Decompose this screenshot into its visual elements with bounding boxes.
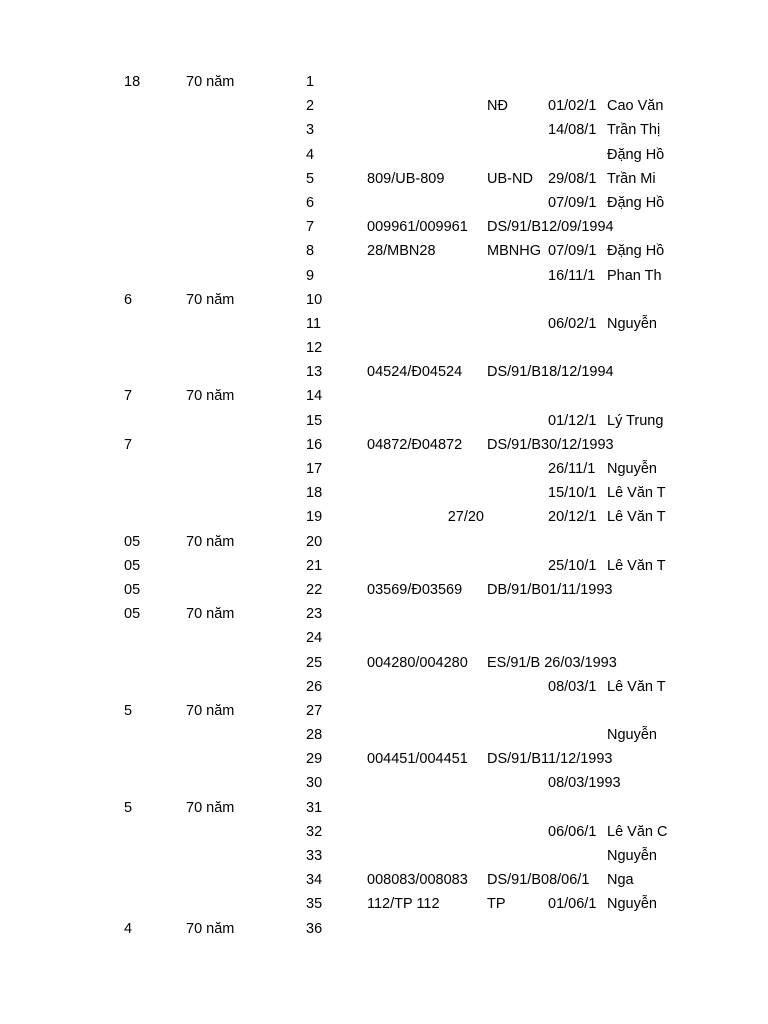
- doc-type-cell: ES/91/B 26/03/1993: [487, 654, 617, 671]
- name-cell: Nguyễn: [607, 315, 657, 332]
- row-number-cell: 6: [306, 194, 315, 211]
- table-row: [0, 796, 768, 820]
- date-cell: 16/11/1: [548, 267, 596, 284]
- doc-type-cell: NĐ: [487, 98, 508, 115]
- col-b-cell: 70 năm: [186, 606, 235, 623]
- doc-number-cell: 004451/004451: [367, 751, 468, 768]
- table-row: [0, 239, 768, 263]
- row-number-cell: 4: [306, 146, 315, 163]
- table-row: [0, 602, 768, 626]
- name-cell: Cao Văn: [607, 98, 664, 115]
- doc-number-cell: 27/20: [447, 509, 484, 526]
- doc-type-cell: UB-ND: [487, 170, 533, 187]
- row-number-cell: 8: [306, 243, 315, 260]
- row-number-cell: 34: [306, 872, 323, 889]
- doc-number-cell: 112/TP 112: [367, 896, 440, 913]
- col-b-cell: 70 năm: [186, 702, 235, 719]
- col-a-cell: 6: [124, 291, 133, 308]
- name-cell: Lê Văn C: [607, 823, 668, 840]
- table-row: [0, 360, 768, 384]
- col-a-cell: 05: [124, 533, 141, 550]
- row-number-cell: 1: [306, 74, 315, 90]
- col-a-cell: 05: [124, 581, 141, 598]
- date-cell: 01/02/1: [548, 98, 597, 115]
- table-row: [0, 626, 768, 650]
- date-cell: 06/06/1: [548, 823, 597, 840]
- table-row: [0, 384, 768, 408]
- row-number-cell: 13: [306, 364, 323, 381]
- row-number-cell: 32: [306, 823, 323, 840]
- row-number-cell: 14: [306, 388, 323, 405]
- row-number-cell: 16: [306, 436, 323, 453]
- row-number-cell: 20: [306, 533, 323, 550]
- date-cell: 07/09/1: [548, 194, 597, 211]
- row-number-cell: 27: [306, 702, 323, 719]
- table-row: [0, 94, 768, 118]
- table-row: [0, 771, 768, 795]
- row-number-cell: 23: [306, 606, 323, 623]
- date-cell: 08/03/1: [548, 678, 597, 695]
- table-row: [0, 143, 768, 167]
- name-cell: Trần Mi: [607, 170, 656, 187]
- row-number-cell: 33: [306, 848, 323, 864]
- row-number-cell: 15: [306, 412, 323, 429]
- name-cell: Nguyễn: [607, 461, 657, 477]
- doc-type-cell: DB/91/B01/11/1993: [487, 581, 613, 598]
- row-number-cell: 5: [306, 170, 315, 187]
- row-number-cell: 21: [306, 557, 323, 574]
- date-cell: 25/10/1: [548, 557, 597, 574]
- row-number-cell: 35: [306, 896, 323, 913]
- col-a-cell: 5: [124, 702, 133, 719]
- table-row: [0, 191, 768, 215]
- col-a-cell: 18: [124, 74, 141, 90]
- table-row: [0, 868, 768, 892]
- table-row: [0, 844, 768, 868]
- row-number-cell: 31: [306, 799, 323, 816]
- col-a-cell: 05: [124, 557, 141, 574]
- table-row: [0, 505, 768, 529]
- date-cell: 15/10/1: [548, 485, 597, 502]
- table-row: [0, 917, 768, 941]
- row-number-cell: 7: [306, 219, 315, 236]
- table-row: [0, 167, 768, 191]
- table-row: [0, 336, 768, 360]
- doc-number-cell: 04872/Đ04872: [367, 436, 463, 453]
- table-row: [0, 554, 768, 578]
- table-row: [0, 530, 768, 554]
- name-cell: Lê Văn T: [607, 678, 666, 695]
- date-cell: 20/12/1: [548, 509, 597, 526]
- name-cell: Nguyễn: [607, 896, 657, 913]
- row-number-cell: 19: [306, 509, 323, 526]
- name-cell: Nguyễn: [607, 727, 657, 744]
- doc-number-cell: 04524/Đ04524: [367, 364, 463, 381]
- date-cell: 29/08/1: [548, 170, 597, 187]
- doc-type-cell: TP: [487, 896, 506, 913]
- col-a-cell: 05: [124, 606, 141, 623]
- col-b-cell: 70 năm: [186, 920, 235, 937]
- row-number-cell: 10: [306, 291, 323, 308]
- row-number-cell: 18: [306, 485, 323, 502]
- row-number-cell: 9: [306, 267, 315, 284]
- name-cell: Nguyễn: [607, 848, 657, 864]
- table-row: [0, 264, 768, 288]
- date-cell: 06/02/1: [548, 315, 597, 332]
- doc-number-cell: 28/MBN28: [367, 243, 436, 260]
- row-number-cell: 26: [306, 678, 323, 695]
- table-row: [0, 578, 768, 602]
- date-cell: 08/03/1993: [548, 775, 621, 792]
- name-cell: Lê Văn T: [607, 509, 666, 526]
- name-cell: Đặng Hồ: [607, 243, 665, 260]
- row-number-cell: 28: [306, 727, 323, 744]
- table-row: [0, 118, 768, 142]
- col-b-cell: 70 năm: [186, 533, 235, 550]
- date-cell: 07/09/1: [548, 243, 597, 260]
- name-cell: Phan Th: [607, 267, 662, 284]
- doc-type-cell: MBNHG: [487, 243, 541, 260]
- doc-type-cell: DS/91/B18/12/1994: [487, 364, 614, 381]
- doc-type-cell: DS/91/B08/06/1: [487, 872, 590, 889]
- name-cell: Trần Thị: [607, 122, 661, 139]
- doc-number-cell: 008083/008083: [367, 872, 468, 889]
- table-row: [0, 481, 768, 505]
- row-number-cell: 36: [306, 920, 323, 937]
- col-a-cell: 5: [124, 799, 133, 816]
- row-number-cell: 11: [306, 315, 322, 332]
- doc-number-cell: 004280/004280: [367, 654, 468, 671]
- table-row: [0, 288, 768, 312]
- doc-number-cell: 03569/Đ03569: [367, 581, 463, 598]
- col-a-cell: 7: [124, 436, 133, 453]
- table-row: [0, 215, 768, 239]
- name-cell: Lê Văn T: [607, 557, 666, 574]
- table-row: [0, 312, 768, 336]
- table-row: [0, 457, 768, 481]
- table-row: [0, 70, 768, 94]
- name-cell: Nga: [607, 872, 634, 889]
- col-a-cell: 7: [124, 388, 133, 405]
- table-row: [0, 892, 768, 916]
- doc-type-cell: DS/91/B11/12/1993: [487, 751, 613, 768]
- table-row: [0, 433, 768, 457]
- row-number-cell: 25: [306, 654, 323, 671]
- row-number-cell: 29: [306, 751, 323, 768]
- name-cell: Đặng Hồ: [607, 194, 665, 211]
- table-row: [0, 747, 768, 771]
- row-number-cell: 17: [306, 461, 323, 477]
- spreadsheet-table: [0, 70, 768, 941]
- date-cell: 01/06/1: [548, 896, 597, 913]
- table-row: [0, 699, 768, 723]
- row-number-cell: 3: [306, 122, 315, 139]
- name-cell: Lý Trung: [607, 412, 664, 429]
- doc-type-cell: DS/91/B12/09/1994: [487, 219, 614, 236]
- col-b-cell: 70 năm: [186, 291, 235, 308]
- row-number-cell: 12: [306, 340, 323, 357]
- doc-number-cell: 809/UB-809: [367, 170, 445, 187]
- col-b-cell: 70 năm: [186, 388, 235, 405]
- table-row: [0, 723, 768, 747]
- col-b-cell: 70 năm: [186, 74, 235, 90]
- row-number-cell: 2: [306, 98, 315, 115]
- table-row: [0, 675, 768, 699]
- col-a-cell: 4: [124, 920, 133, 937]
- date-cell: 01/12/1: [548, 412, 597, 429]
- table-row: [0, 409, 768, 433]
- row-number-cell: 30: [306, 775, 323, 792]
- row-number-cell: 24: [306, 630, 323, 647]
- doc-number-cell: 009961/009961: [367, 219, 468, 236]
- doc-type-cell: DS/91/B30/12/1993: [487, 436, 614, 453]
- name-cell: Đặng Hồ: [607, 146, 665, 163]
- col-b-cell: 70 năm: [186, 799, 235, 816]
- date-cell: 26/11/1: [548, 461, 596, 477]
- name-cell: Lê Văn T: [607, 485, 666, 502]
- table-row: [0, 651, 768, 675]
- date-cell: 14/08/1: [548, 122, 597, 139]
- table-row: [0, 820, 768, 844]
- row-number-cell: 22: [306, 581, 323, 598]
